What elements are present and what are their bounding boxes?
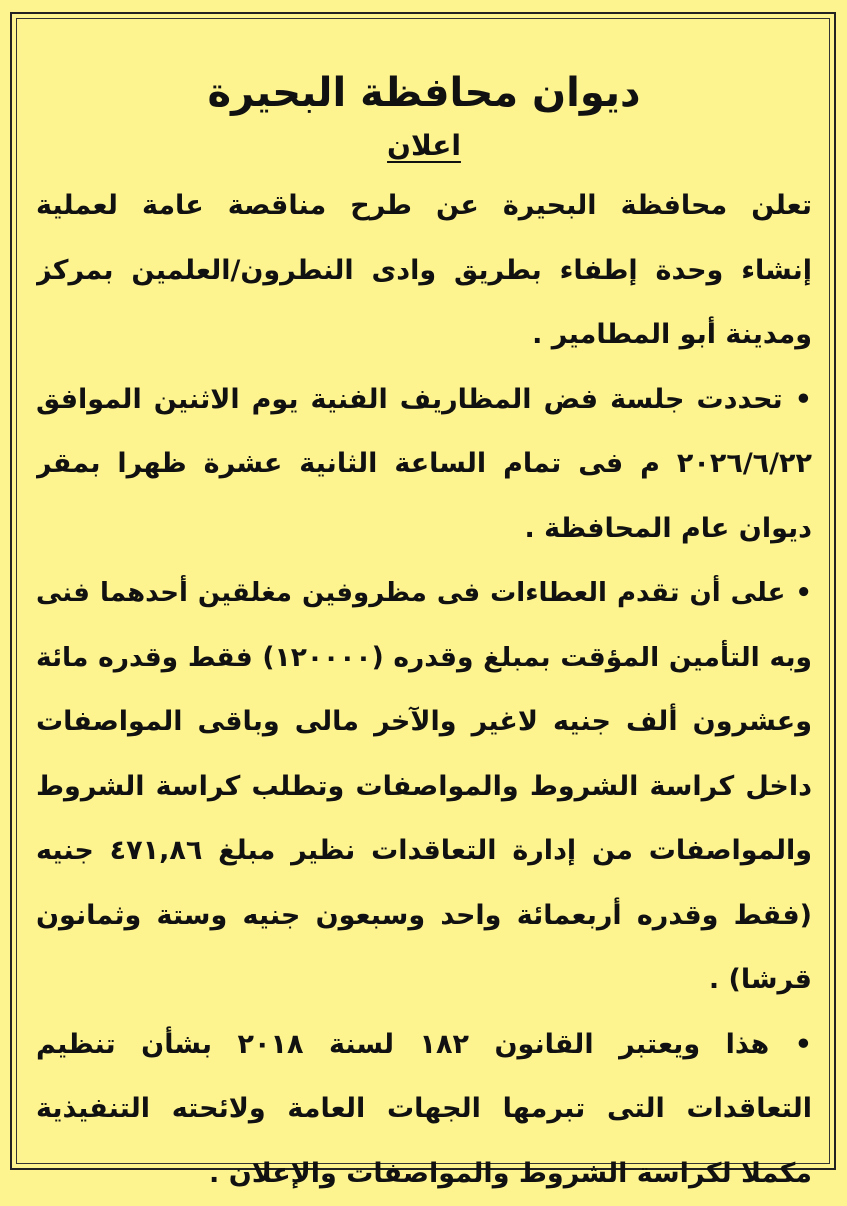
- body-line-6: ديوان عام المحافظة .: [36, 497, 812, 562]
- body-line-7: • على أن تقدم العطاءات فى مظروفين مغلقين أحدهما فنى: [36, 561, 812, 626]
- announcement-content: [36, 62, 812, 1206]
- page-title: ديوان محافظة البحيرة: [36, 62, 812, 124]
- announcement-heading-text: اعلان: [387, 129, 461, 162]
- body-line-2: إنشاء وحدة إطفاء بطريق وادى النطرون/العلمين بمركز: [36, 239, 812, 304]
- body-line-3: ومدينة أبو المطامير .: [36, 303, 812, 368]
- body-line-12: (فقط وقدره أربعمائة واحد وسبعون جنيه وستة وثمانون: [36, 884, 812, 949]
- body-line-13: قرشا) .: [36, 948, 812, 1013]
- body-line-16: مكملا لكراسة الشروط والمواصفات والإعلان .: [36, 1142, 812, 1206]
- body-line-9: وعشرون ألف جنيه لاغير والآخر مالى وباقى المواصفات: [36, 690, 812, 755]
- body-line-5: ٢٠٢٦/٦/٢٢ م فى تمام الساعة الثانية عشرة ظهرا بمقر: [36, 432, 812, 497]
- body-line-15: التعاقدات التى تبرمها الجهات العامة ولائحته التنفيذية: [36, 1077, 812, 1142]
- body-line-10: داخل كراسة الشروط والمواصفات وتطلب كراسة الشروط: [36, 755, 812, 820]
- body-line-1: تعلن محافظة البحيرة عن طرح مناقصة عامة لعملية: [36, 174, 812, 239]
- body-line-11: والمواصفات من إدارة التعاقدات نظير مبلغ ٤٧١,٨٦ جنيه: [36, 819, 812, 884]
- announcement-heading: [36, 126, 812, 170]
- body-line-4: • تحددت جلسة فض المظاريف الفنية يوم الاثنين الموافق: [36, 368, 812, 433]
- body-line-8: وبه التأمين المؤقت بمبلغ وقدره (١٢٠٠٠٠) فقط وقدره مائة: [36, 626, 812, 691]
- body-line-14: • هذا ويعتبر القانون ١٨٢ لسنة ٢٠١٨ بشأن تنظيم: [36, 1013, 812, 1078]
